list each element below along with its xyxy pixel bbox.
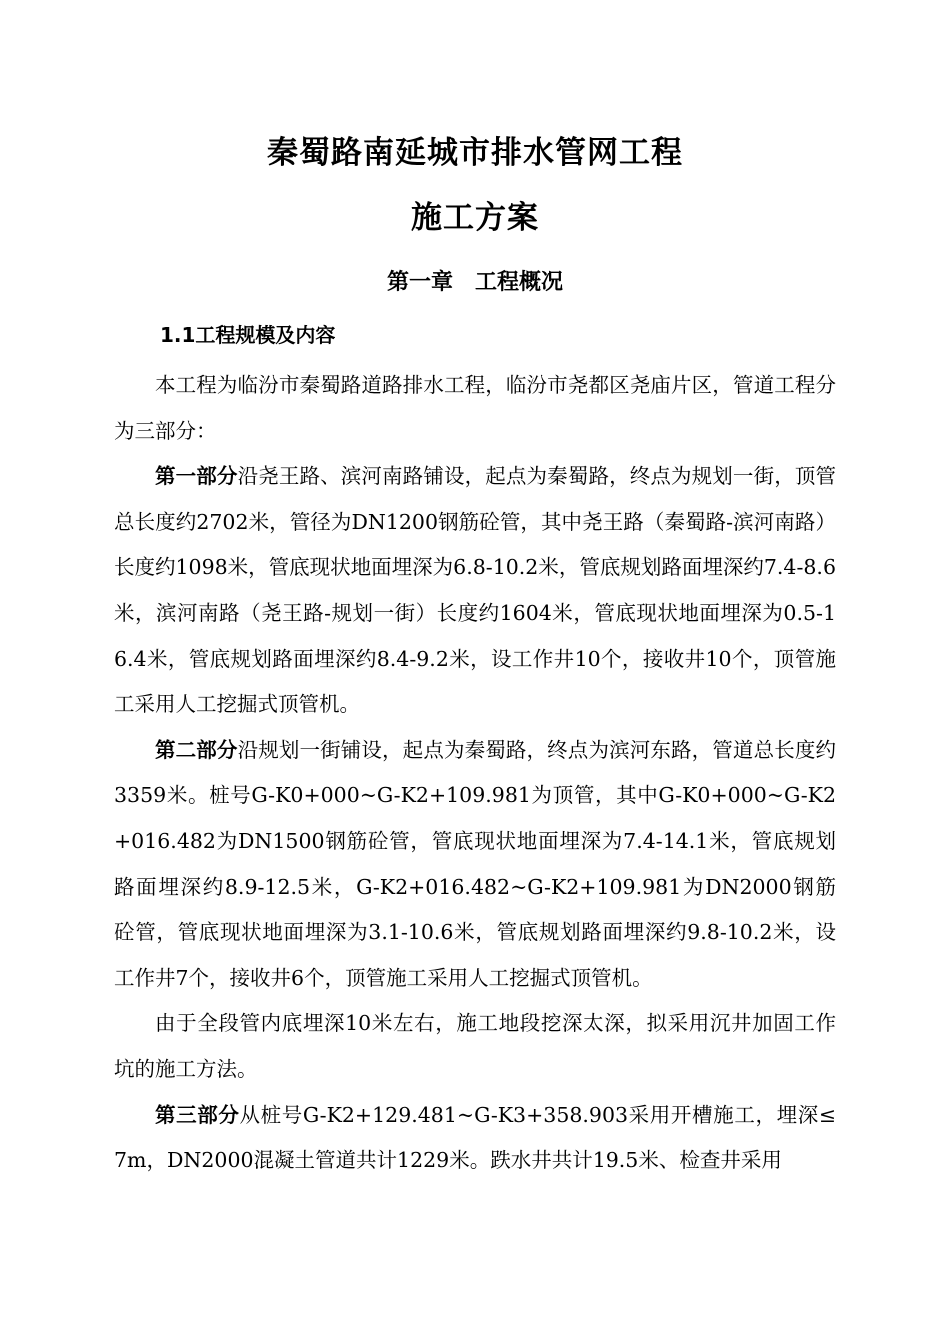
paragraph-part-two xyxy=(114,728,836,1002)
paragraph-lead: 第二部分 xyxy=(155,737,238,762)
paragraph-part-one xyxy=(114,454,836,728)
paragraph-text: 本工程为临汾市秦蜀路道路排水工程，临汾市尧都区尧庙片区，管道工程分为三部分： xyxy=(114,373,836,443)
paragraph-lead: 第三部分 xyxy=(155,1102,240,1127)
paragraph-part-three xyxy=(114,1093,836,1184)
paragraph-text: 沿规划一街铺设，起点为秦蜀路，终点为滨河东路，管道总长度约3359米。桩号G-K0+000~G-K2+109.981为顶管，其中G-K0+000~G-K2+016.482为DN1500钢筋砼管，管底现状地面埋深为7.4-14.1米，管底规划路面埋深约8.9-12.5米，G-K2+016.482~G-K2+109.981为DN2000钢筋砼管，管底现状地面埋深为3.1-10.6米，管底规划路面埋深约9.8-10.2米，设工作井7个，接收井6个，顶管施工采用人工挖掘式顶管机。 xyxy=(114,737,836,990)
body-text xyxy=(114,363,836,1184)
paragraph-text: 由于全段管内底埋深10米左右，施工地段挖深太深，拟采用沉井加固工作坑的施工方法。 xyxy=(114,1011,836,1081)
paragraph-lead: 第一部分 xyxy=(155,464,238,489)
paragraph-text: 从桩号G-K2+129.481~G-K3+358.903采用开槽施工，埋深≤7m，DN2000混凝土管道共计1229米。跌水井共计19.5米、检查井采用 xyxy=(114,1102,836,1173)
document-subtitle: 施工方案 xyxy=(411,200,539,236)
paragraph-intro xyxy=(114,363,836,454)
document-title: 秦蜀路南延城市排水管网工程 xyxy=(267,135,683,171)
chapter-heading: 第一章 工程概况 xyxy=(386,270,563,295)
paragraph-method xyxy=(114,1001,836,1092)
section-heading: 1.1工程规模及内容 xyxy=(160,323,336,347)
paragraph-text: 沿尧王路、滨河南路铺设，起点为秦蜀路，终点为规划一街，顶管总长度约2702米，管径为DN1200钢筋砼管，其中尧王路（秦蜀路-滨河南路）长度约1098米，管底现状地面埋深为6.8-10.2米，管底规划路面埋深约7.4-8.6米，滨河南路（尧王路-规划一街）长度约1604米，管底现状地面埋深为0.5-16.4米，管底规划路面埋深约8.4-9.2米，设工作井10个，接收井10个，顶管施工采用人工挖掘式顶管机。 xyxy=(114,464,836,717)
